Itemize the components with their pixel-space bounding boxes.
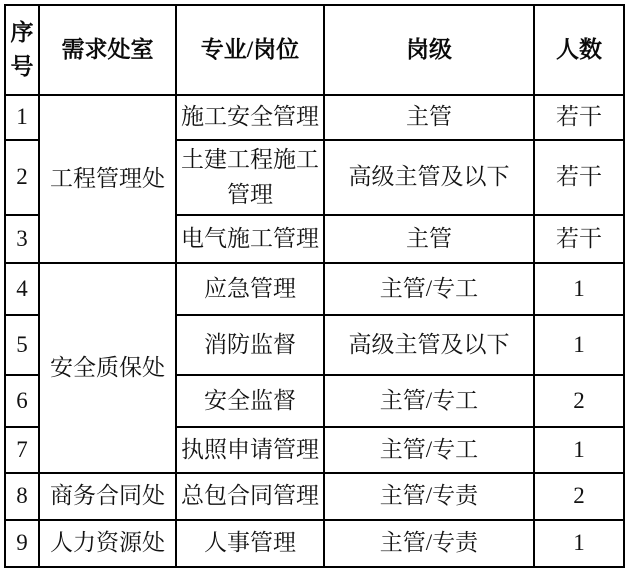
cell-serial-number: 6 (5, 375, 39, 427)
cell-level: 主管 (324, 95, 534, 140)
cell-department: 安全质保处 (39, 263, 176, 473)
cell-serial-number: 2 (5, 140, 39, 215)
cell-level: 主管/专责 (324, 520, 534, 567)
cell-serial-number: 4 (5, 263, 39, 315)
cell-serial-number: 8 (5, 473, 39, 520)
cell-position: 电气施工管理 (176, 215, 324, 263)
header-cell-level: 岗级 (324, 5, 534, 95)
cell-level: 主管 (324, 215, 534, 263)
cell-headcount: 1 (534, 427, 624, 473)
cell-headcount: 2 (534, 375, 624, 427)
cell-position: 执照申请管理 (176, 427, 324, 473)
table-row (5, 520, 624, 567)
header-cell-serial-number: 序号 (5, 5, 39, 95)
cell-headcount: 若干 (534, 215, 624, 263)
cell-position: 人事管理 (176, 520, 324, 567)
cell-position: 土建工程施工管理 (176, 140, 324, 215)
header-row (5, 5, 624, 95)
cell-serial-number: 1 (5, 95, 39, 140)
cell-level: 高级主管及以下 (324, 140, 534, 215)
cell-headcount: 若干 (534, 95, 624, 140)
header-cell-department: 需求处室 (39, 5, 176, 95)
cell-headcount: 2 (534, 473, 624, 520)
cell-headcount: 若干 (534, 140, 624, 215)
table-row (5, 473, 624, 520)
cell-serial-number: 9 (5, 520, 39, 567)
cell-level: 主管/专责 (324, 473, 534, 520)
cell-position: 应急管理 (176, 263, 324, 315)
cell-level: 主管/专工 (324, 263, 534, 315)
cell-department: 商务合同处 (39, 473, 176, 520)
cell-department: 工程管理处 (39, 95, 176, 263)
cell-headcount: 1 (534, 520, 624, 567)
table-row (5, 95, 624, 140)
header-cell-position: 专业/岗位 (176, 5, 324, 95)
cell-level: 高级主管及以下 (324, 315, 534, 375)
cell-level: 主管/专工 (324, 427, 534, 473)
cell-position: 总包合同管理 (176, 473, 324, 520)
cell-position: 施工安全管理 (176, 95, 324, 140)
cell-serial-number: 5 (5, 315, 39, 375)
header-cell-headcount: 人数 (534, 5, 624, 95)
table-row (5, 263, 624, 315)
cell-level: 主管/专工 (324, 375, 534, 427)
cell-headcount: 1 (534, 263, 624, 315)
cell-serial-number: 3 (5, 215, 39, 263)
cell-position: 消防监督 (176, 315, 324, 375)
cell-department: 人力资源处 (39, 520, 176, 567)
cell-position: 安全监督 (176, 375, 324, 427)
cell-headcount: 1 (534, 315, 624, 375)
recruitment-table (4, 4, 625, 568)
cell-serial-number: 7 (5, 427, 39, 473)
